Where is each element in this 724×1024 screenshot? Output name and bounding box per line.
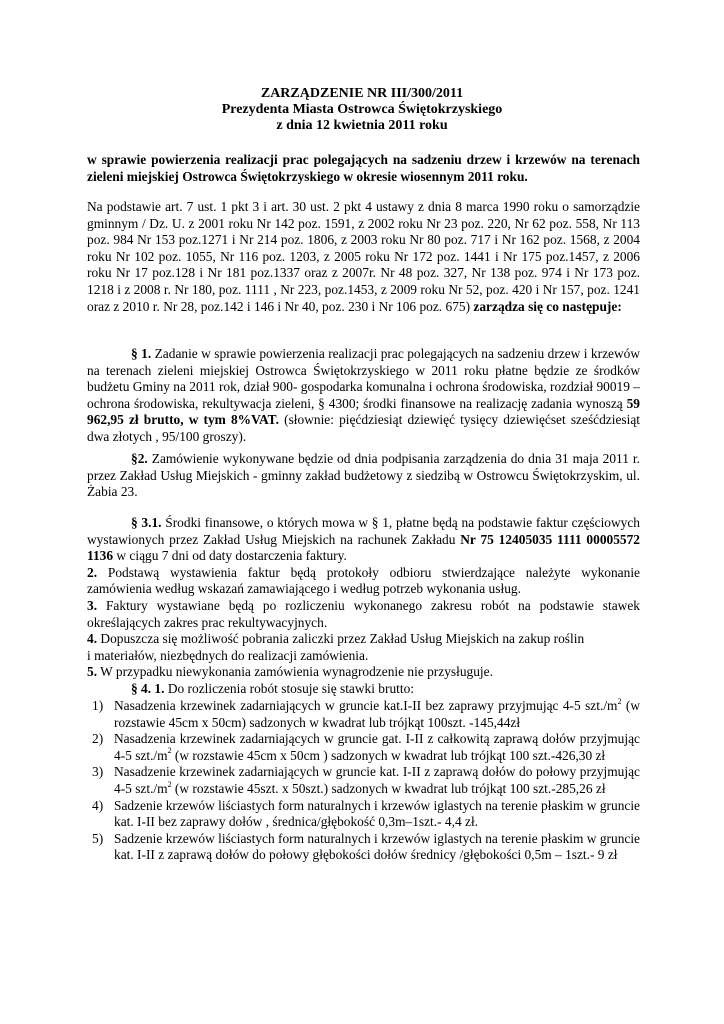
point-number: 4. (87, 631, 98, 647)
document-date: z dnia 12 kwietnia 2011 roku (276, 118, 448, 133)
point-text: Podstawą wystawienia faktur będą protokoły odbioru stwierdzające należyte wykonanie zamówienia według wskazań zamawiającego i według potrzeb wykonania usług. (87, 564, 640, 597)
section-4-intro (131, 681, 641, 698)
item-text: Nasadzenie krzewinek zadarniających w gruncie kat. I-II z zaprawą dołów do połowy przyjmując 4-5 szt./m (114, 764, 640, 796)
item-number: 5) (92, 830, 104, 846)
section-3 (87, 515, 640, 681)
document-subject: w sprawie powierzenia realizacji prac polegających na sadzeniu drzew i krzewów na terenach zieleni miejskiej Ostrowca Świętokrzyskiego w okresie wiosennym 2011 roku. (87, 152, 640, 184)
legal-basis (87, 199, 640, 315)
section-3-account-note: w ciągu 7 dni od daty dostarczenia faktury. (113, 548, 347, 564)
section-3-point-5 (87, 664, 640, 681)
superscript: 2 (167, 746, 172, 756)
section-3-point-3 (87, 598, 640, 631)
point-number: 3. (87, 597, 98, 613)
document-title: ZARZĄDZENIE NR III/300/2011 (260, 86, 464, 101)
item-number: 3) (92, 764, 104, 780)
section-1 (87, 346, 640, 446)
section-3-label: § 3.1. (131, 515, 162, 530)
section-4-label: § 4. 1. (131, 681, 165, 696)
list-item (87, 798, 640, 831)
rate-list (87, 698, 640, 864)
item-text: Nasadzenia krzewinek zadarniających w gruncie gat. I-II z całkowitą zaprawą dołów przyjmując 4-5 szt./m (114, 731, 640, 763)
section-3-point-1 (87, 515, 640, 565)
list-item (87, 831, 640, 864)
list-item (87, 731, 640, 764)
bank-account-number: Nr 75 12405035 1111 00005572 1136 (87, 531, 640, 564)
section-2-label: §2. (131, 451, 148, 466)
document-issuer: Prezydenta Miasta Ostrowca Świętokrzyskiego (221, 102, 503, 117)
superscript: 2 (167, 779, 172, 789)
list-item (87, 764, 640, 797)
item-text-cont: (w rozstawie 45szt. x 50szt.) sadzonych w kwadrat lub trójkąt 100 szt.-285,26 zł (171, 780, 606, 796)
item-text: Sadzenie krzewów liściastych form naturalnych i krzewów iglastych na terenie płaskim w gruncie kat. I-II bez zaprawy dołów , średnica/głębokość 0,3m–1szt.- 4,4 zł. (114, 797, 640, 830)
list-item (87, 698, 640, 731)
section-4-intro-text: Do rozliczenia robót stosuje się stawki brutto: (164, 681, 415, 696)
item-text-cont: (w rozstawie 45cm x 50cm ) sadzonych w kwadrat lub trójkąt 100 szt.-426,30 zł (171, 747, 606, 763)
superscript: 2 (617, 696, 622, 706)
item-number: 1) (92, 698, 104, 713)
section-1-amount: 59 962,95 zł brutto, w tym 8%VAT. (87, 395, 640, 428)
legal-basis-text: Na podstawie art. 7 ust. 1 pkt 3 i art. 30 ust. 2 pkt 4 ustawy z dnia 8 marca 1990 roku o samorządzie gminnym / Dz. U. z 2001 roku Nr 142 poz. 1591, z 2002 roku Nr 23 poz. 220, Nr 62 poz. 558, Nr 113 poz. 984 Nr 153 poz.1271 i Nr 214 poz. 1806, z 2003 roku Nr 80 poz. 717 i Nr 162 poz. 1568, z 2004 roku Nr 102 poz. 1055, Nr 116 poz. 1203, z 2005 roku Nr 172 poz. 1441 i Nr 175 poz.1457, z 2006 roku Nr 17 poz.128 i Nr 181 poz.1337 oraz z 2007r. Nr 48 poz. 327, Nr 138 poz. 974 i Nr 173 poz. 1218 i z 2008 r. Nr 180, poz. 1111 , Nr 223, poz.1453, z 2009 roku Nr 52, poz. 420 i Nr 157, poz. 1241 oraz z 2010 r. Nr 28, poz.142 i 146 i Nr 40, poz. 230 i Nr 106 poz. 675) (87, 199, 640, 314)
point-number: 5. (87, 664, 98, 680)
section-2 (87, 451, 640, 501)
item-number: 4) (92, 797, 104, 813)
item-text: Sadzenie krzewów liściastych form naturalnych i krzewów iglastych na terenie płaskim w gruncie kat. I-II z zaprawą dołów do połowy głębokości dołów średnicy /głębokości 0,5m – 1szt.- 9 zł (114, 830, 640, 863)
item-number: 2) (92, 731, 104, 747)
section-3-point-2 (87, 565, 640, 598)
section-3-point-4 (87, 631, 640, 664)
item-text-cont: (w rozstawie 45cm x 50cm) sadzonych w kwadrat lub trójkąt 100szt. -145,44zł (114, 698, 640, 730)
point-text: Faktury wystawiane będą po rozliczeniu wykonanego zakresu robót na podstawie stawek określających zakres prac rekultywacyjnych. (87, 597, 640, 630)
point-text-line-2: i materiałów, niezbędnych do realizacji zamówienia. (87, 647, 369, 663)
point-number: 2. (87, 564, 98, 580)
point-text: W przypadku niewykonania zamówienia wynagrodzenie nie przysługuje. (97, 664, 493, 680)
section-1-amount-words: (słownie: pięćdziesiąt dziewięć tysięcy dziewięćset sześćdziesiąt dwa złotych , 95/100 groszy). (87, 412, 640, 444)
point-text-line-1: Dopuszcza się możliwość pobrania zaliczki przez Zakład Usług Miejskich na zakup roślin (97, 631, 585, 647)
legal-basis-closing: zarządza się co następuje: (473, 298, 622, 314)
section-1-text: Zadanie w sprawie powierzenia realizacji prac polegających na sadzeniu drzew i krzewów na terenach zieleni miejskiej Ostrowca Świętokrzyskiego w 2011 roku płatne będzie ze środków budżetu Gminy na 2011 rok, dział 900- gospodarka komunalna i ochrona środowiska, rozdział 90019 – ochrona środowiska, rekultywacja zieleni, § 4300; środki finansowe na realizację zadania wynoszą (87, 346, 641, 411)
section-2-text: Zamówienie wykonywane będzie od dnia podpisania zarządzenia do dnia 31 maja 2011 r. przez Zakład Usług Miejskich - gminny zakład budżetowy z siedzibą w Ostrowcu Świętokrzyskim, ul. Żabia 23. (87, 451, 640, 500)
item-text: Nasadzenia krzewinek zadarniających w gruncie kat.I-II bez zaprawy przyjmując 4-5 szt./m (114, 698, 618, 713)
section-1-label: § 1. (131, 346, 152, 361)
section-3-text: Środki finansowe, o których mowa w § 1, płatne będą na podstawie faktur częściowych wystawionych przez Zakład Usług Miejskich na rachunek Zakładu (87, 515, 640, 547)
